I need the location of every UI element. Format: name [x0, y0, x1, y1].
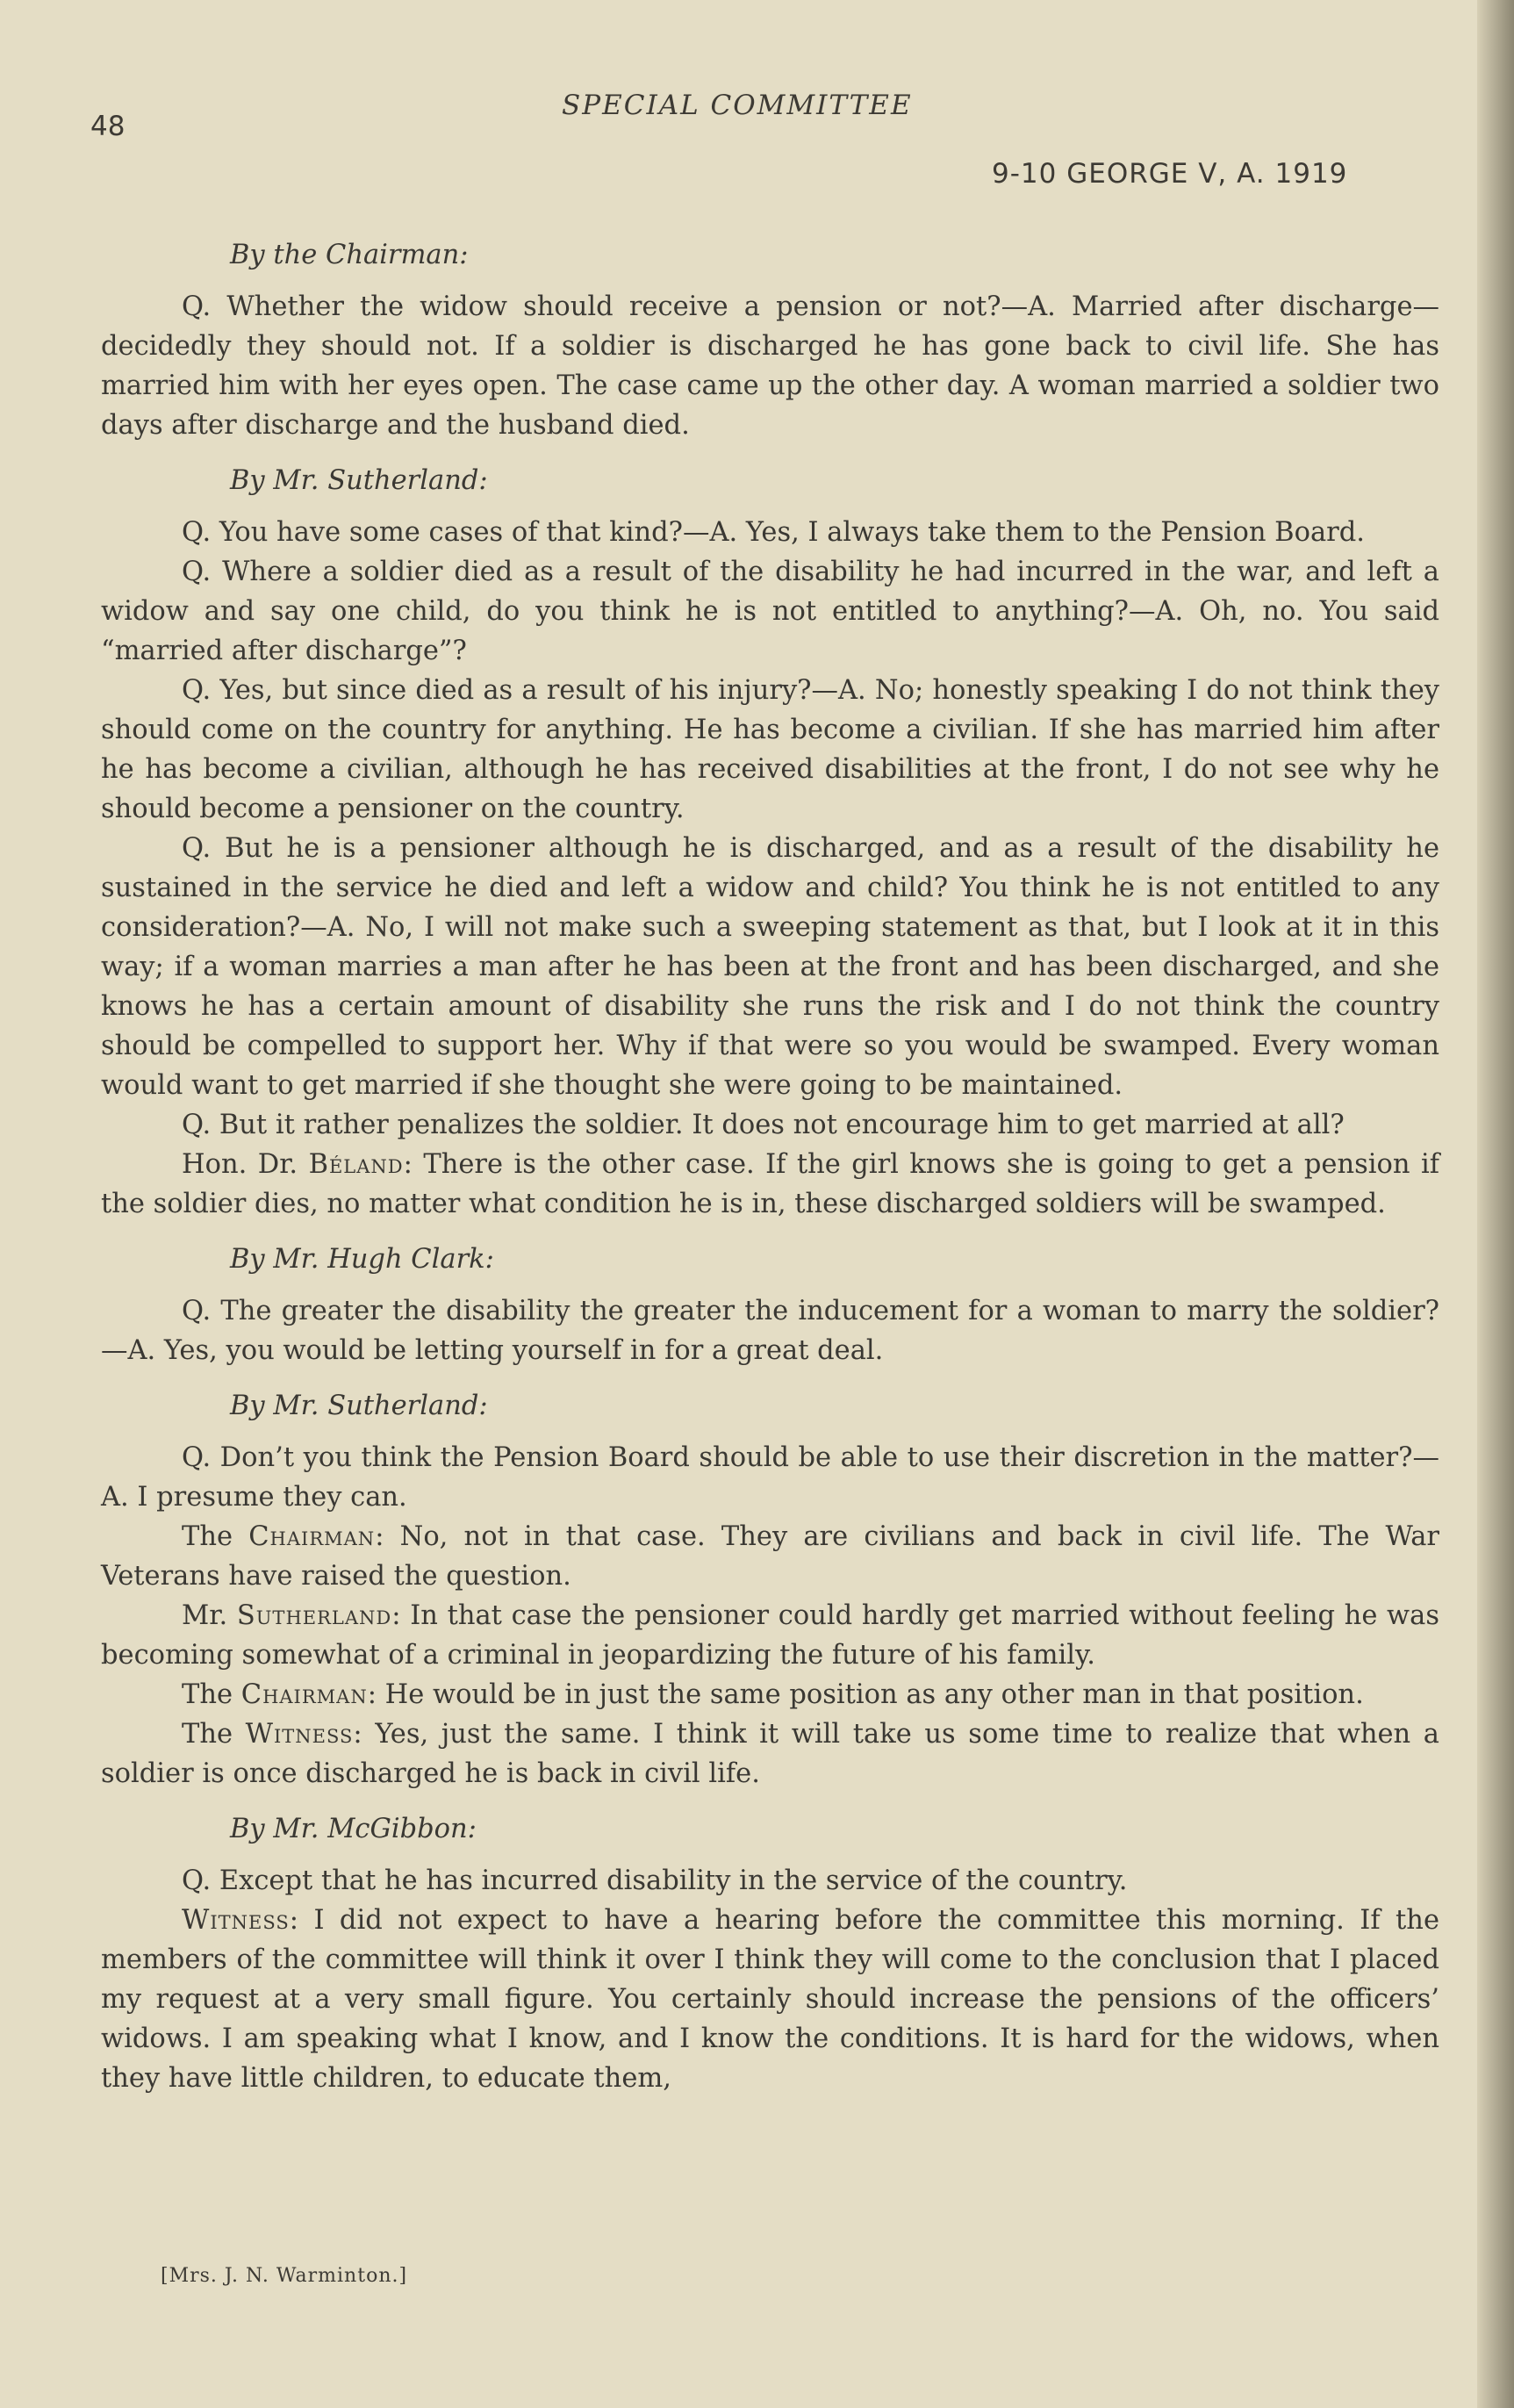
speaker-title: The: [182, 1521, 249, 1552]
speaker-title: Mr.: [182, 1600, 237, 1631]
page-spine-shadow: [1477, 0, 1514, 2408]
speaker-text: : No, not in that case. They are civilians and back in civil life. The War Veterans have raised the question.: [101, 1521, 1440, 1592]
paragraph: Q. The greater the disability the greater the inducement for a woman to marry the soldier?—A. Yes, you would be letting yourself in for a great deal.: [101, 1296, 1439, 1366]
section-heading: By Mr. Hugh Clark:: [230, 1244, 494, 1275]
paragraph: Q. Whether the widow should receive a pension or not?—A. Married after discharge—decidedly they should not. If a soldier is discharged he has gone back to civil life. She has married him with her eyes open. The case came up the other day. A woman married a soldier two days after discharge and the husband died.: [101, 291, 1439, 441]
witness-footnote: [Mrs. J. N. Warminton.]: [161, 2265, 408, 2287]
paragraph: Q. Except that he has incurred disability in the service of the country.: [182, 1865, 1128, 1896]
speaker-name: Witness: [245, 1719, 354, 1750]
section-heading: By Mr. Sutherland:: [230, 1391, 488, 1421]
speaker-title: Hon. Dr.: [182, 1149, 309, 1180]
session-heading: 9-10 GEORGE V, A. 1919: [992, 158, 1348, 190]
speaker-paragraph: [101, 1517, 1439, 1596]
paragraph: Q. Don’t you think the Pension Board should be able to use their discretion in the matter?—A. I presume they can.: [101, 1442, 1439, 1513]
speaker-text: : There is the other case. If the girl knows she is going to get a pension if the soldier dies, no matter what condition he is in, these discharged soldiers will be swamped.: [101, 1149, 1439, 1219]
speaker-title: The: [182, 1719, 246, 1750]
speaker-paragraph: [101, 1675, 1439, 1714]
speaker-name: Chairman: [240, 1679, 368, 1710]
speaker-paragraph: [101, 1901, 1439, 2098]
speaker-paragraph: [101, 1714, 1439, 1793]
speaker-name: Chairman: [248, 1521, 376, 1552]
section-heading: By Mr. Sutherland:: [230, 465, 488, 496]
paragraph: Q. You have some cases of that kind?—A. Yes, I always take them to the Pension Board.: [182, 517, 1365, 548]
section-heading: By Mr. McGibbon:: [230, 1814, 477, 1844]
paragraph: Q. But it rather penalizes the soldier. It does not encourage him to get married at all?: [182, 1110, 1345, 1140]
speaker-paragraph: [101, 1145, 1439, 1224]
paragraph: Q. But he is a pensioner although he is discharged, and as a result of the disability he sustained in the service he died and left a widow and child? You think he is not entitled to any consideration?—A. No, I will not make such a sweeping statement as that, but I look at it in this way; if a woman marries a man after he has been at the front and has been discharged, and she knows he has a certain amount of disability she runs the risk and I do not think the country should be compelled to support her. Why if that were so you would be swamped. Every woman would want to get married if she thought she were going to be maintained.: [101, 833, 1439, 1101]
speaker-name: Sutherland: [236, 1600, 392, 1631]
paragraph: Q. Yes, but since died as a result of his injury?—A. No; honestly speaking I do not think they should come on the country for anything. He has become a civilian. If she has married him after he has become a civilian, although he has received disabilities at the front, I do not see why he should become a pensioner on the country.: [101, 675, 1439, 824]
speaker-text: : Yes, just the same. I think it will take us some time to realize that when a soldier is once discharged he is back in civil life.: [101, 1719, 1439, 1789]
speaker-name: Béland: [308, 1149, 404, 1180]
speaker-text: : He would be in just the same position as any other man in that position.: [367, 1679, 1364, 1710]
speaker-text: : I did not expect to have a hearing before the committee this morning. If the members of the committee will think it over I think they will come to the conclusion that I placed my request at a very small figure. You certainly should increase the pensions of the officers’ widows. I am speaking what I know, and I know the conditions. It is hard for the widows, when they have little children, to educate them,: [101, 1905, 1439, 2094]
section-heading: By the Chairman:: [230, 240, 469, 270]
running-head: SPECIAL COMMITTEE: [562, 90, 913, 121]
page-body: [101, 219, 1439, 2098]
page-number: 48: [90, 111, 126, 142]
speaker-text: : In that case the pensioner could hardly get married without feeling he was becoming somewhat of a criminal in jeopardizing the future of his family.: [101, 1600, 1439, 1671]
speaker-paragraph: [101, 1596, 1439, 1675]
speaker-name: Witness: [182, 1905, 290, 1936]
paragraph: Q. Where a soldier died as a result of the disability he had incurred in the war, and left a widow and say one child, do you think he is not entitled to anything?—A. Oh, no. You said “married after discharge”?: [101, 557, 1439, 666]
speaker-title: The: [182, 1679, 241, 1710]
